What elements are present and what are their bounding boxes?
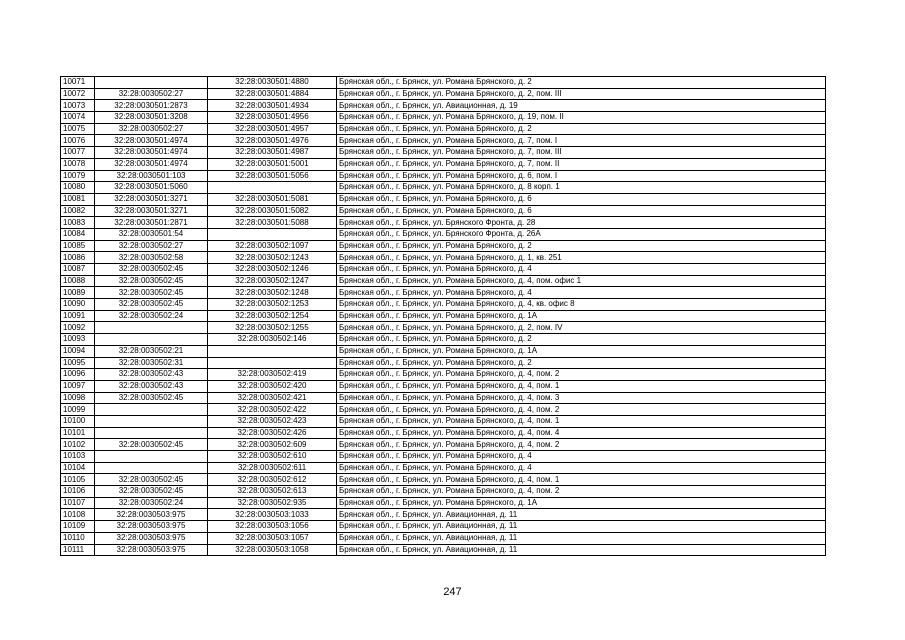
table-row xyxy=(61,252,826,264)
source-cadastral-number-cell xyxy=(95,462,208,474)
source-cadastral-number-cell: 32:28:0030501:4974 xyxy=(95,158,208,170)
source-cadastral-number-cell: 32:28:0030503:975 xyxy=(95,521,208,533)
cadastral-number-cell xyxy=(208,228,337,240)
table-row xyxy=(61,345,826,357)
table-row xyxy=(61,474,826,486)
source-cadastral-number-cell xyxy=(95,77,208,89)
source-cadastral-number-cell: 32:28:0030502:43 xyxy=(95,380,208,392)
source-cadastral-number-cell: 32:28:0030502:27 xyxy=(95,240,208,252)
row-number-cell: 10107 xyxy=(61,497,95,509)
source-cadastral-number-cell: 32:28:0030502:27 xyxy=(95,88,208,100)
source-cadastral-number-cell: 32:28:0030503:975 xyxy=(95,532,208,544)
source-cadastral-number-cell: 32:28:0030502:45 xyxy=(95,287,208,299)
row-number-cell: 10101 xyxy=(61,427,95,439)
address-cell: Брянская обл., г. Брянск, ул. Романа Брянского, д. 1А xyxy=(337,497,826,509)
cadastral-number-cell: 32:28:0030502:1254 xyxy=(208,310,337,322)
address-cell: Брянская обл., г. Брянск, ул. Брянского Фронта, д. 26А xyxy=(337,228,826,240)
source-cadastral-number-cell: 32:28:0030501:54 xyxy=(95,228,208,240)
address-cell: Брянская обл., г. Брянск, ул. Романа Брянского, д. 2, пом. IV xyxy=(337,322,826,334)
address-cell: Брянская обл., г. Брянск, ул. Романа Брянского, д. 2, пом. III xyxy=(337,88,826,100)
address-cell: Брянская обл., г. Брянск, ул. Романа Брянского, д. 4, пом. 1 xyxy=(337,380,826,392)
table-row xyxy=(61,310,826,322)
cadastral-number-cell: 32:28:0030502:421 xyxy=(208,392,337,404)
source-cadastral-number-cell: 32:28:0030502:45 xyxy=(95,264,208,276)
address-cell: Брянская обл., г. Брянск, ул. Романа Брянского, д. 4, пом. 1 xyxy=(337,474,826,486)
address-cell: Брянская обл., г. Брянск, ул. Романа Брянского, д. 4, пом. 2 xyxy=(337,439,826,451)
address-cell: Брянская обл., г. Брянск, ул. Романа Брянского, д. 4 xyxy=(337,451,826,463)
cadastral-number-cell: 32:28:0030501:4976 xyxy=(208,135,337,147)
address-cell: Брянская обл., г. Брянск, ул. Романа Брянского, д. 4 xyxy=(337,462,826,474)
cadastral-number-cell: 32:28:0030501:5082 xyxy=(208,205,337,217)
address-cell: Брянская обл., г. Брянск, ул. Романа Брянского, д. 2 xyxy=(337,240,826,252)
table-row xyxy=(61,135,826,147)
address-cell: Брянская обл., г. Брянск, ул. Романа Брянского, д. 2 xyxy=(337,123,826,135)
table-row xyxy=(61,404,826,416)
source-cadastral-number-cell: 32:28:0030501:3208 xyxy=(95,112,208,124)
page-number: 247 xyxy=(443,586,462,598)
source-cadastral-number-cell: 32:28:0030501:2871 xyxy=(95,217,208,229)
row-number-cell: 10081 xyxy=(61,193,95,205)
table-row xyxy=(61,497,826,509)
address-cell: Брянская обл., г. Брянск, ул. Авиационная, д. 11 xyxy=(337,521,826,533)
row-number-cell: 10073 xyxy=(61,100,95,112)
table-row xyxy=(61,100,826,112)
source-cadastral-number-cell: 32:28:0030501:5060 xyxy=(95,182,208,194)
cadastral-number-cell: 32:28:0030503:1058 xyxy=(208,544,337,556)
source-cadastral-number-cell: 32:28:0030502:24 xyxy=(95,310,208,322)
address-cell: Брянская обл., г. Брянск, ул. Романа Брянского, д. 4, пом. 1 xyxy=(337,415,826,427)
row-number-cell: 10085 xyxy=(61,240,95,252)
row-number-cell: 10080 xyxy=(61,182,95,194)
row-number-cell: 10071 xyxy=(61,77,95,89)
table-row xyxy=(61,544,826,556)
cadastral-number-cell: 32:28:0030503:1057 xyxy=(208,532,337,544)
row-number-cell: 10077 xyxy=(61,147,95,159)
source-cadastral-number-cell: 32:28:0030501:4974 xyxy=(95,147,208,159)
address-cell: Брянская обл., г. Брянск, ул. Романа Брянского, д. 19, пом. II xyxy=(337,112,826,124)
table-row xyxy=(61,357,826,369)
cadastral-number-cell: 32:28:0030502:935 xyxy=(208,497,337,509)
row-number-cell: 10110 xyxy=(61,532,95,544)
source-cadastral-number-cell: 32:28:0030502:31 xyxy=(95,357,208,369)
row-number-cell: 10092 xyxy=(61,322,95,334)
row-number-cell: 10106 xyxy=(61,486,95,498)
row-number-cell: 10094 xyxy=(61,345,95,357)
address-cell: Брянская обл., г. Брянск, ул. Романа Брянского, д. 7, пом. III xyxy=(337,147,826,159)
table-body xyxy=(61,77,826,556)
row-number-cell: 10105 xyxy=(61,474,95,486)
source-cadastral-number-cell: 32:28:0030501:3271 xyxy=(95,193,208,205)
cadastral-number-cell: 32:28:0030502:1097 xyxy=(208,240,337,252)
address-cell: Брянская обл., г. Брянск, ул. Романа Брянского, д. 4, пом. 3 xyxy=(337,392,826,404)
address-cell: Брянская обл., г. Брянск, ул. Романа Брянского, д. 4, кв. офис 8 xyxy=(337,299,826,311)
table-row xyxy=(61,205,826,217)
address-cell: Брянская обл., г. Брянск, ул. Брянского Фронта, д. 28 xyxy=(337,217,826,229)
cadastral-number-cell: 32:28:0030502:1253 xyxy=(208,299,337,311)
source-cadastral-number-cell: 32:28:0030502:45 xyxy=(95,486,208,498)
table-row xyxy=(61,275,826,287)
address-cell: Брянская обл., г. Брянск, ул. Романа Брянского, д. 4, пом. 2 xyxy=(337,404,826,416)
table-row xyxy=(61,509,826,521)
table-row xyxy=(61,380,826,392)
cadastral-number-cell: 32:28:0030501:4884 xyxy=(208,88,337,100)
cadastral-number-cell: 32:28:0030502:611 xyxy=(208,462,337,474)
address-cell: Брянская обл., г. Брянск, ул. Романа Брянского, д. 6 xyxy=(337,205,826,217)
cadastral-number-cell: 32:28:0030502:1243 xyxy=(208,252,337,264)
source-cadastral-number-cell xyxy=(95,415,208,427)
cadastral-number-cell: 32:28:0030501:4987 xyxy=(208,147,337,159)
address-cell: Брянская обл., г. Брянск, ул. Авиационная, д. 19 xyxy=(337,100,826,112)
row-number-cell: 10089 xyxy=(61,287,95,299)
address-cell: Брянская обл., г. Брянск, ул. Романа Брянского, д. 4 xyxy=(337,287,826,299)
cadastral-number-cell: 32:28:0030502:423 xyxy=(208,415,337,427)
cadastral-number-cell: 32:28:0030502:419 xyxy=(208,369,337,381)
address-cell: Брянская обл., г. Брянск, ул. Романа Брянского, д. 4 xyxy=(337,264,826,276)
row-number-cell: 10103 xyxy=(61,451,95,463)
cadastral-number-cell: 32:28:0030502:1248 xyxy=(208,287,337,299)
cadastral-table xyxy=(60,76,826,556)
cadastral-number-cell: 32:28:0030501:4880 xyxy=(208,77,337,89)
row-number-cell: 10093 xyxy=(61,334,95,346)
address-cell: Брянская обл., г. Брянск, ул. Романа Брянского, д. 7, пом. I xyxy=(337,135,826,147)
source-cadastral-number-cell: 32:28:0030501:2873 xyxy=(95,100,208,112)
source-cadastral-number-cell: 32:28:0030502:58 xyxy=(95,252,208,264)
address-cell: Брянская обл., г. Брянск, ул. Романа Брянского, д. 2 xyxy=(337,334,826,346)
address-cell: Брянская обл., г. Брянск, ул. Романа Брянского, д. 1А xyxy=(337,345,826,357)
cadastral-number-cell: 32:28:0030502:1247 xyxy=(208,275,337,287)
row-number-cell: 10099 xyxy=(61,404,95,416)
table-row xyxy=(61,427,826,439)
address-cell: Брянская обл., г. Брянск, ул. Романа Брянского, д. 4, пом. 2 xyxy=(337,486,826,498)
table-row xyxy=(61,369,826,381)
cadastral-number-cell: 32:28:0030502:610 xyxy=(208,451,337,463)
cadastral-number-cell: 32:28:0030501:5081 xyxy=(208,193,337,205)
cadastral-number-cell: 32:28:0030502:422 xyxy=(208,404,337,416)
source-cadastral-number-cell: 32:28:0030501:103 xyxy=(95,170,208,182)
row-number-cell: 10072 xyxy=(61,88,95,100)
source-cadastral-number-cell xyxy=(95,427,208,439)
table-row xyxy=(61,240,826,252)
source-cadastral-number-cell: 32:28:0030501:4974 xyxy=(95,135,208,147)
source-cadastral-number-cell: 32:28:0030502:45 xyxy=(95,392,208,404)
cadastral-number-cell: 32:28:0030501:4934 xyxy=(208,100,337,112)
row-number-cell: 10111 xyxy=(61,544,95,556)
source-cadastral-number-cell: 32:28:0030502:27 xyxy=(95,123,208,135)
address-cell: Брянская обл., г. Брянск, ул. Авиационная, д. 11 xyxy=(337,509,826,521)
source-cadastral-number-cell: 32:28:0030502:24 xyxy=(95,497,208,509)
row-number-cell: 10088 xyxy=(61,275,95,287)
table-row xyxy=(61,123,826,135)
address-cell: Брянская обл., г. Брянск, ул. Романа Брянского, д. 1А xyxy=(337,310,826,322)
source-cadastral-number-cell: 32:28:0030501:3271 xyxy=(95,205,208,217)
source-cadastral-number-cell: 32:28:0030502:45 xyxy=(95,275,208,287)
table-row xyxy=(61,322,826,334)
cadastral-number-cell: 32:28:0030501:5056 xyxy=(208,170,337,182)
row-number-cell: 10079 xyxy=(61,170,95,182)
table-row xyxy=(61,299,826,311)
cadastral-number-cell xyxy=(208,357,337,369)
row-number-cell: 10108 xyxy=(61,509,95,521)
row-number-cell: 10096 xyxy=(61,369,95,381)
table-row xyxy=(61,392,826,404)
address-cell: Брянская обл., г. Брянск, ул. Романа Брянского, д. 4, пом. офис 1 xyxy=(337,275,826,287)
cadastral-number-cell: 32:28:0030501:4957 xyxy=(208,123,337,135)
table-row xyxy=(61,193,826,205)
table-row xyxy=(61,77,826,89)
cadastral-number-cell: 32:28:0030501:4956 xyxy=(208,112,337,124)
table-row xyxy=(61,88,826,100)
row-number-cell: 10102 xyxy=(61,439,95,451)
source-cadastral-number-cell xyxy=(95,322,208,334)
table-row xyxy=(61,264,826,276)
source-cadastral-number-cell: 32:28:0030502:45 xyxy=(95,474,208,486)
cadastral-number-cell: 32:28:0030502:613 xyxy=(208,486,337,498)
address-cell: Брянская обл., г. Брянск, ул. Романа Брянского, д. 2 xyxy=(337,77,826,89)
source-cadastral-number-cell xyxy=(95,451,208,463)
table-row xyxy=(61,217,826,229)
address-cell: Брянская обл., г. Брянск, ул. Романа Брянского, д. 2 xyxy=(337,357,826,369)
row-number-cell: 10074 xyxy=(61,112,95,124)
table-row xyxy=(61,486,826,498)
cadastral-number-cell: 32:28:0030502:609 xyxy=(208,439,337,451)
table-row xyxy=(61,439,826,451)
table-row xyxy=(61,287,826,299)
cadastral-number-cell: 32:28:0030503:1033 xyxy=(208,509,337,521)
table-row xyxy=(61,521,826,533)
cadastral-number-cell: 32:28:0030503:1056 xyxy=(208,521,337,533)
table-row xyxy=(61,415,826,427)
address-cell: Брянская обл., г. Брянск, ул. Романа Брянского, д. 4, пом. 4 xyxy=(337,427,826,439)
table-row xyxy=(61,228,826,240)
table-row xyxy=(61,532,826,544)
address-cell: Брянская обл., г. Брянск, ул. Романа Брянского, д. 6, пом. I xyxy=(337,170,826,182)
row-number-cell: 10097 xyxy=(61,380,95,392)
row-number-cell: 10091 xyxy=(61,310,95,322)
cadastral-number-cell: 32:28:0030502:612 xyxy=(208,474,337,486)
cadastral-number-cell: 32:28:0030501:5001 xyxy=(208,158,337,170)
table-row xyxy=(61,112,826,124)
address-cell: Брянская обл., г. Брянск, ул. Авиационная, д. 11 xyxy=(337,532,826,544)
source-cadastral-number-cell: 32:28:0030502:45 xyxy=(95,439,208,451)
address-cell: Брянская обл., г. Брянск, ул. Романа Брянского, д. 1, кв. 251 xyxy=(337,252,826,264)
source-cadastral-number-cell: 32:28:0030502:21 xyxy=(95,345,208,357)
source-cadastral-number-cell: 32:28:0030502:43 xyxy=(95,369,208,381)
cadastral-number-cell: 32:28:0030502:1246 xyxy=(208,264,337,276)
cadastral-number-cell: 32:28:0030502:420 xyxy=(208,380,337,392)
row-number-cell: 10087 xyxy=(61,264,95,276)
row-number-cell: 10100 xyxy=(61,415,95,427)
address-cell: Брянская обл., г. Брянск, ул. Авиационная, д. 11 xyxy=(337,544,826,556)
source-cadastral-number-cell xyxy=(95,334,208,346)
cadastral-number-cell: 32:28:0030502:1255 xyxy=(208,322,337,334)
row-number-cell: 10109 xyxy=(61,521,95,533)
cadastral-number-cell: 32:28:0030501:5088 xyxy=(208,217,337,229)
cadastral-number-cell xyxy=(208,182,337,194)
row-number-cell: 10104 xyxy=(61,462,95,474)
row-number-cell: 10083 xyxy=(61,217,95,229)
row-number-cell: 10095 xyxy=(61,357,95,369)
address-cell: Брянская обл., г. Брянск, ул. Романа Брянского, д. 7, пом. II xyxy=(337,158,826,170)
address-cell: Брянская обл., г. Брянск, ул. Романа Брянского, д. 8 корп. 1 xyxy=(337,182,826,194)
source-cadastral-number-cell: 32:28:0030502:45 xyxy=(95,299,208,311)
address-cell: Брянская обл., г. Брянск, ул. Романа Брянского, д. 6 xyxy=(337,193,826,205)
cadastral-number-cell: 32:28:0030502:426 xyxy=(208,427,337,439)
cadastral-number-cell: 32:28:0030502:146 xyxy=(208,334,337,346)
row-number-cell: 10075 xyxy=(61,123,95,135)
table-row xyxy=(61,334,826,346)
cadastral-number-cell xyxy=(208,345,337,357)
table-row xyxy=(61,147,826,159)
address-cell: Брянская обл., г. Брянск, ул. Романа Брянского, д. 4, пом. 2 xyxy=(337,369,826,381)
table-row xyxy=(61,182,826,194)
row-number-cell: 10086 xyxy=(61,252,95,264)
source-cadastral-number-cell: 32:28:0030503:975 xyxy=(95,544,208,556)
source-cadastral-number-cell xyxy=(95,404,208,416)
row-number-cell: 10076 xyxy=(61,135,95,147)
row-number-cell: 10084 xyxy=(61,228,95,240)
row-number-cell: 10090 xyxy=(61,299,95,311)
table-row xyxy=(61,462,826,474)
table-row xyxy=(61,158,826,170)
row-number-cell: 10082 xyxy=(61,205,95,217)
row-number-cell: 10078 xyxy=(61,158,95,170)
row-number-cell: 10098 xyxy=(61,392,95,404)
table-row xyxy=(61,451,826,463)
source-cadastral-number-cell: 32:28:0030503:975 xyxy=(95,509,208,521)
table-row xyxy=(61,170,826,182)
